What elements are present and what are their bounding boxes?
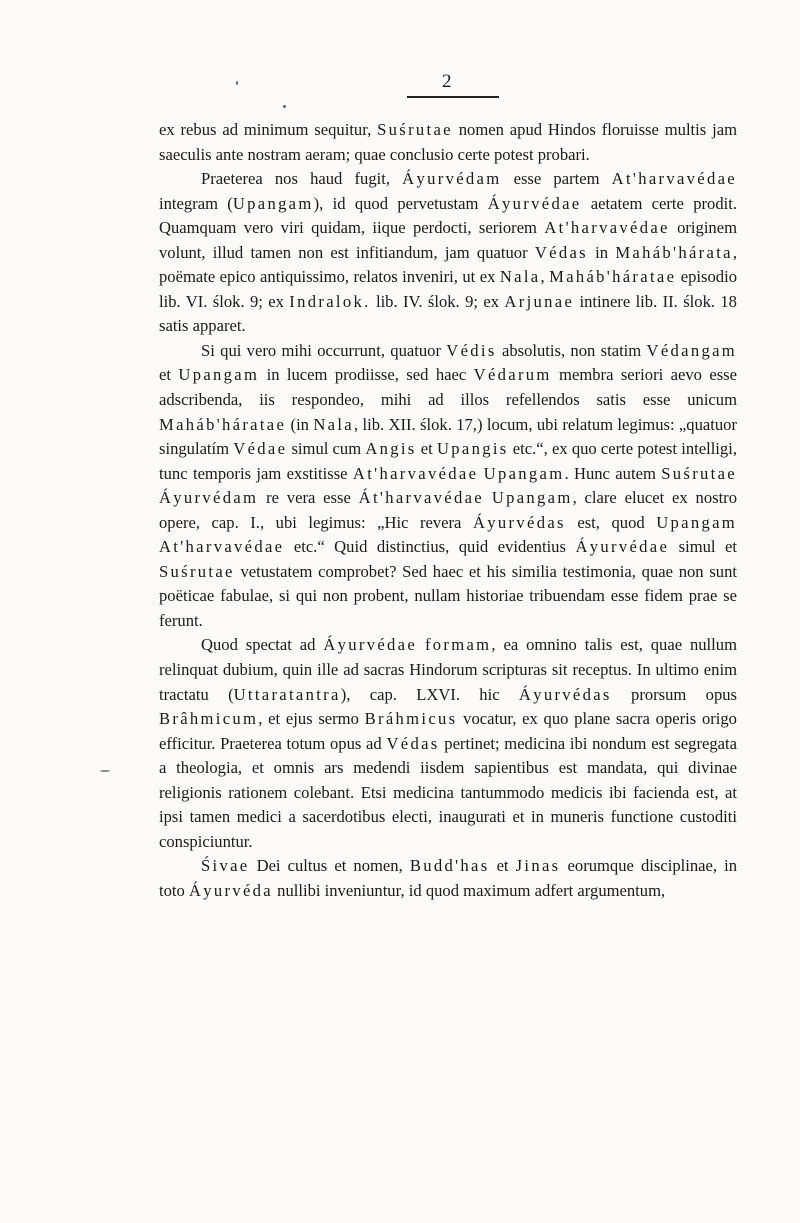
text-run: . Hunc autem (564, 463, 662, 483)
spaced-term: Maháb'háratae (159, 414, 287, 434)
text-run: Si qui vero mihi occurrunt, quatuor (201, 340, 447, 360)
text-run: Dei cultus et nomen, (249, 856, 410, 876)
spaced-term: Át'harvavédae (358, 488, 484, 508)
text-run: et (489, 856, 516, 876)
spaced-term: Nala (499, 267, 541, 287)
text-run: intinere lib. II. ślok. 18 satis apparet. (159, 291, 737, 336)
spaced-term: Áyurvédae (575, 537, 670, 557)
spaced-term: Budd'has (409, 856, 490, 876)
spaced-term: Upangam (178, 365, 260, 385)
text-run: prorsum opus (611, 684, 737, 704)
spaced-term: Védarum (473, 365, 552, 385)
text-run: originem volunt, illud tamen non est infitiandum, jam quatuor (159, 218, 738, 262)
text-run: et (416, 439, 437, 459)
text-run: est, quod (565, 512, 657, 532)
spaced-term: Upangam (656, 512, 737, 532)
spaced-term: Maháb'háratae (549, 267, 677, 287)
header-rule (407, 96, 499, 98)
paper-speck (283, 105, 286, 108)
text-run: ), id quod pervetustam (313, 193, 488, 213)
spaced-term: Maháb'hárata (615, 242, 733, 262)
spaced-term: Áyurvédam (159, 488, 259, 508)
spaced-term: Áyurvédae (487, 193, 582, 213)
spaced-term: Uttaratantra (233, 684, 341, 704)
spaced-term: Védae (233, 439, 288, 459)
spaced-term: formam (424, 635, 492, 655)
spaced-term: Védis (446, 340, 497, 360)
text-run: , et ejus sermo (258, 709, 365, 729)
spaced-term: Áyurvédae (323, 635, 418, 655)
paragraph (159, 339, 737, 634)
spaced-term: Suśrutae (377, 120, 453, 139)
text-run: episodio lib. VI. ślok. 9; ex (159, 267, 737, 311)
text-run: , clare elucet ex nostro opere, cap. I., ubi legimus: „Hic revera (159, 488, 738, 532)
spaced-term: Suśrutae (661, 463, 737, 483)
text-run: etc.“ Quid distinctius, quid evidentius (284, 537, 576, 557)
text-run (484, 488, 492, 507)
text-run (417, 635, 425, 654)
spaced-term: At'harvavédae (611, 169, 737, 189)
text-run: , ea omnino talis est, quae nullum relinquat dubium, quin ille ad sacras Hindorum scripturas sit receptus. In ultimo enim tractatu ( (159, 635, 737, 704)
spaced-term: Áyurvédam (402, 169, 502, 189)
text-run: re vera esse (258, 488, 359, 508)
text-run: etc.“, ex quo certe potest intelligi, tunc temporis jam exstitisse (159, 439, 737, 483)
text-run: aetatem certe prodit. Quamquam vero viri quidam, iique perdocti, seriorem (159, 193, 737, 238)
spaced-term: Upangam (483, 463, 565, 483)
text-run: membra seriori aevo esse adscribenda, iis respondeo, mihi ad illos refellendos satis esse unicum (159, 365, 738, 410)
text-run: in (587, 242, 616, 262)
text-run: eorumque disciplinae, in toto (159, 856, 737, 900)
text-run: simul cum (287, 439, 366, 459)
text-run: , poëmate epico antiquissimo, relatos inveniri, ut ex (159, 242, 737, 287)
text-run: vocatur, ex quo plane sacra operis origo efficitur. Praeterea totum opus ad (159, 709, 737, 753)
text-run: nomen apud Hindos floruisse multis jam saeculis ante nostram aeram; quae conclusio certe potest probari. (159, 120, 737, 164)
text-run: vetustatem comprobet? Sed haec et his similia testimonia, quae non sunt poëticae fabulae, si qui non probent, nullam historiae tribuendam esse fidem prae se ferunt. (159, 561, 737, 630)
body-text (159, 118, 737, 904)
text-run: pertinet; medicina ibi nondum est segregata a theologia, et omnis ars medendi iisdem sapientibus est mandata, qui divinae religionis rationem colebant. Etsi medicina tantummodo medicis ibi facienda est, at ipsi tamen medici a sacerdotibus electi, inaugurati et in muneris functione custoditi conspiciuntur. (159, 733, 737, 851)
spaced-term: Brâhmicum (159, 709, 259, 729)
spaced-term: Suśrutae (159, 561, 235, 581)
spaced-term: At'harvavédae (159, 537, 285, 557)
spaced-term: Áyurvédas (518, 684, 612, 704)
spaced-term: Áyurvédas (472, 512, 566, 532)
text-run: nullibi inveniuntur, id quod maximum adfert argumentum, (273, 880, 666, 900)
spaced-term: Arjunae (504, 291, 575, 311)
spaced-term: Angis (365, 439, 417, 459)
paper-speck (236, 81, 238, 85)
spaced-term: Védas (534, 242, 588, 262)
text-run: esse partem (501, 169, 612, 189)
spaced-term: Upangam (232, 193, 314, 213)
text-run: et (159, 365, 179, 385)
paragraph (159, 118, 737, 167)
spaced-term: Áyurvéda (188, 880, 273, 900)
text-run: (in (286, 414, 314, 434)
paper-speck (100, 770, 110, 772)
text-run: , (540, 267, 550, 287)
spaced-term: Upangam (491, 488, 573, 508)
text-run: Quod spectat ad (201, 635, 324, 655)
text-run: Praeterea nos haud fugit, (201, 169, 403, 189)
spaced-term: Upangis (436, 439, 509, 459)
spaced-term: Védas (386, 733, 440, 753)
spaced-term: Jinas (515, 856, 561, 876)
spaced-term: At'harvavédae (352, 463, 479, 483)
spaced-term: Bráhmicus (364, 709, 458, 729)
text-run: ex rebus ad minimum sequitur, (159, 120, 378, 139)
text-run: integram ( (159, 193, 233, 213)
paragraph (159, 854, 737, 903)
page-number: 2 (442, 71, 452, 92)
text-run: , lib. XII. ślok. 17,) locum, ubi relatum legimus: „quatuor singulatím (159, 414, 737, 459)
spaced-term: At'harvavédae (544, 218, 670, 238)
text-run: in lucem prodiisse, sed haec (259, 365, 474, 385)
text-run: lib. IV. ślok. 9; ex (370, 291, 505, 311)
paragraph (159, 633, 737, 854)
spaced-term: Nala (313, 414, 354, 434)
text-run: absolutis, non statim (496, 340, 647, 360)
spaced-term: Védangam (646, 340, 737, 360)
paragraph (159, 167, 737, 339)
text-run: ), cap. LXVI. hic (340, 684, 519, 704)
spaced-term: Śivae (201, 856, 250, 876)
spaced-term: Indralok. (289, 291, 371, 311)
text-run: simul et (669, 537, 738, 557)
